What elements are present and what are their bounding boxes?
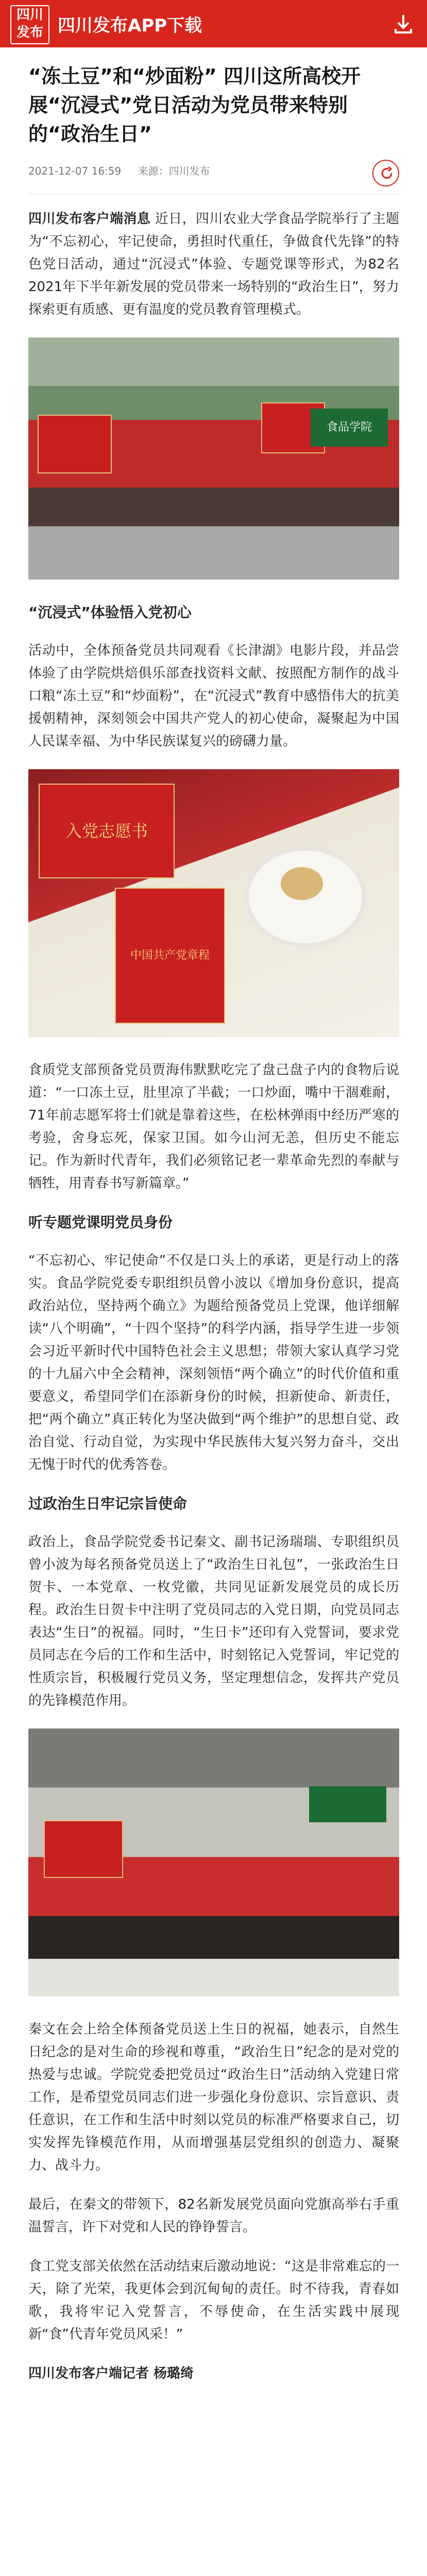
paragraph-speech: 秦文在会上给全体预备党员送上生日的祝福，她表示，自然生日纪念的是对生命的珍视和尊重，“政治生日”纪念的是对党的热爱与忠诚。学院党委把党员过“政治生日”活动纳入党建日常工作，是希望党员同志们进一步强化身份意识、宗旨意识、责任意识，在工作和生活中时刻以党员的标准严格要求自己，切实发挥先锋模范作用，从而增强基层党组织的创造力、凝聚力、战斗力。: [28, 2022, 399, 2173]
section-heading-birthday: 过政治生日牢记宗旨使命: [28, 1495, 187, 1512]
article-title: “冻土豆”和“炒面粉” 四川这所高校开展“沉浸式”党日活动为党员带来特别的“政治生日”: [28, 65, 361, 145]
frozen-potato: [281, 867, 323, 900]
lead-label: 四川发布客户端消息: [28, 211, 151, 227]
paragraph-lecture: “不忘初心、牢记使命”不仅是口头上的承诺，更是行动上的落实。食品学院党委专职组织员曾小波以《增加身份意识，提高政治站位，坚持两个确立》为题给预备党员上党课，他详细解读“八个明确”，“十四个坚持”的科学内涵，指导学生进一步领会习近平新时代中国特色社会主义思想；带领大家认真学习党的十九届六中全会精神，深刻领悟“两个确立”的时代价值和重要意义，希望同学们在添新身份的时候，担新使命、新责任，把“两个确立”真正转化为坚决做到“两个维护”的思想自觉、政治自觉、行动自觉，为实现中华民族伟大复兴努力奋斗，交出无愧于时代的优秀答卷。: [28, 1253, 399, 1472]
party-book-photo: [28, 769, 399, 1037]
section-heading-immersive: “沉浸式”体验悟入党初心: [28, 604, 192, 621]
paragraph-birthday-gift: 政治上，食品学院党委书记秦文、副书记汤瑞瑞、专职组织员曾小波为每名预备党员送上了“政治生日礼包”，一张政治生日贺卡、一本党章、一枚党徽，共同见证新发展党员的成长历程。政治生日贺卡中注明了党员同志的入党日期，向党员同志表达“生日”的祝福。同时，“生日卡”还印有入党誓词，要求党员同志在今后的工作和生活中，时刻铭记入党誓词，牢记党的性质宗旨，积极履行党员义务，坚定理想信念，发挥共产党员的先锋模范作用。: [28, 1534, 399, 1708]
party-flag-left: [38, 415, 112, 473]
paragraph-member-quote: 食工党支部关依然在活动结束后激动地说：“这是非常难忘的一天，除了光荣，我更体会到沉甸甸的责任。时不待我，青春如歌，我将牢记入党誓言，不辱使命，在生活实践中展现新“食”代青年党员风采！”: [28, 2259, 399, 2342]
ceremony-banner: [309, 1786, 386, 1822]
party-charter-book: 中国共产党章程: [115, 888, 225, 1024]
sichuan-release-logo: 四川 发布: [10, 5, 49, 44]
download-icon[interactable]: [391, 11, 416, 36]
paragraph-oath: 最后，在秦文的带领下，82名新发展党员面向党旗高举右手重温誓言，许下对党和人民的铮铮誓言。: [28, 2197, 399, 2235]
section-heading-lecture: 听专题党课明党员身份: [28, 1214, 173, 1231]
application-book: 入党志愿书: [39, 784, 175, 878]
paragraph-immersive: 活动中，全体预备党员共同观看《长津湖》电影片段，并品尝体验了由学院烘焙俱乐部查找资料文献、按照配方制作的战斗口粮“冻土豆”和“炒面粉”，在“沉浸式”教育中感悟伟大的抗美援朝精神，深刻领会中国共产党人的初心使命，凝聚起为中国人民谋幸福、为中华民族谋复兴的磅礴力量。: [28, 643, 399, 749]
paragraph-testimonial: 食质党支部预备党员贾海伟默默吃完了盘己盘子内的食物后说道：“一口冻土豆，肚里凉了半截；一口炒面，嘴中干涸难耐，71年前志愿军将士们就是靠着这些，在松林弹雨中经历严寒的考验，舍身忘死，保家卫国。如今山河无恙，但历史不能忘记。作为新时代青年，我们必须铭记老一辈革命先烈的奉献与牺牲，用青春书写新篇章。”: [28, 1062, 399, 1191]
reporter-credit: 四川发布客户端记者 杨璐绮: [28, 2366, 194, 2381]
article-source: 来源：四川发布: [138, 165, 210, 177]
party-flag-stage: [44, 1820, 123, 1878]
ceremony-photo: [28, 1728, 399, 1996]
article-page: [28, 62, 399, 2405]
banner-title[interactable]: 四川发布APP下载: [58, 15, 202, 36]
article-meta: [28, 163, 399, 189]
app-download-banner[interactable]: [0, 0, 427, 47]
article-date: 2021-12-07 16:59: [28, 165, 122, 177]
photo1-banner: 食品学院: [311, 409, 388, 447]
share-icon[interactable]: [372, 160, 399, 187]
group-photo: [28, 337, 399, 580]
intro-paragraph: 四川发布客户端消息 近日，四川农业大学食品学院举行了主题为“不忘初心，牢记使命，勇担时代重任，争做食代先锋”的特色党日活动，通过“沉浸式”体验、专题党课等形式，为82名2021年下半年新发展的党员带来一场特别的“政治生日”，努力探索更有质感、更有温度的党员教育管理模式。: [28, 211, 399, 317]
